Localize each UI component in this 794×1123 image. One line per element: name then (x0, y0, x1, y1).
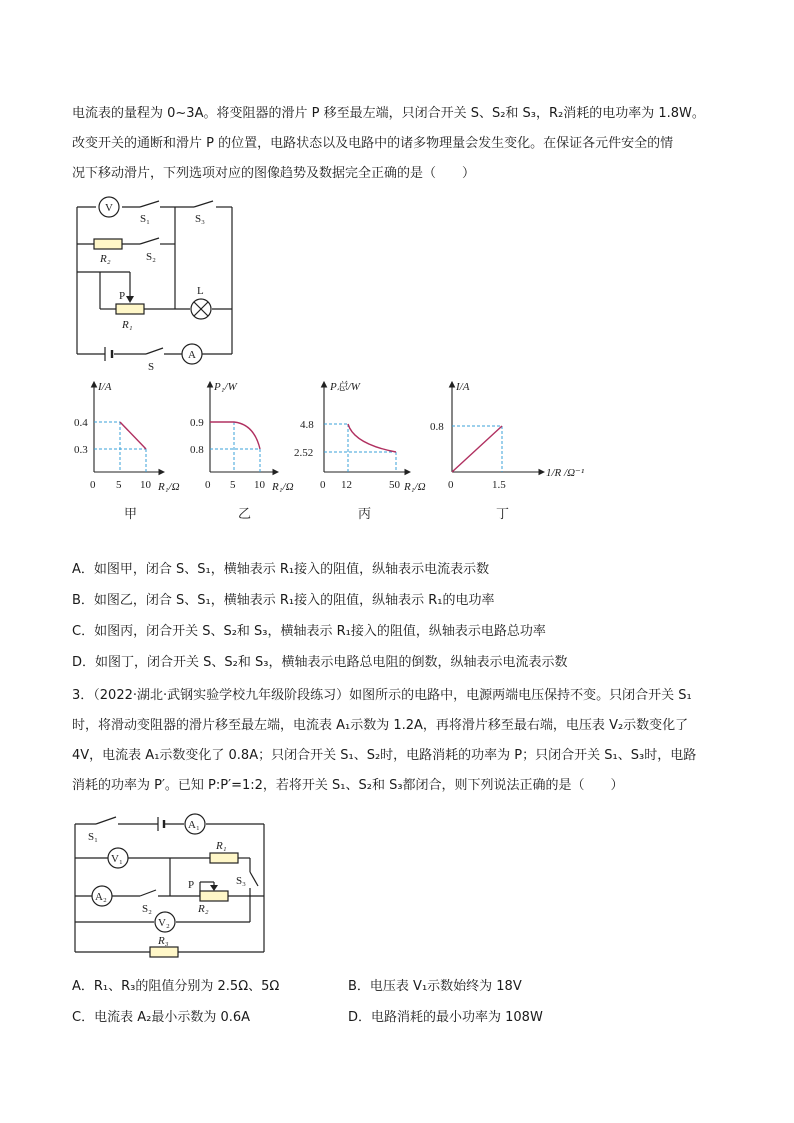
r2-label: R₂ (100, 253, 111, 265)
graph-bing-ytick-1: 4.8 (300, 419, 314, 431)
q2-stem-line-1: 电流表的量程为 0~3A。将变阻器的滑片 P 移至最左端，只闭合开关 S、S₂和 S₃，R₂消耗的电功率为 1.8W。 (72, 106, 705, 121)
graph-ding-xlabel: 1/R /Ω⁻¹ (546, 467, 585, 479)
a1-label: A₁ (188, 819, 200, 831)
graph-bing-curve (348, 424, 396, 452)
graph-ding-ytick-1: 0.8 (430, 421, 444, 433)
graph-yi-ytick-2: 0.8 (190, 444, 204, 456)
graph-bing (294, 380, 426, 521)
q2-option-d[interactable]: D．如图丁，闭合开关 S、S₂和 S₃，横轴表示电路总电阻的倒数，纵轴表示电流表示数 (72, 655, 568, 670)
q3-option-d[interactable]: D．电路消耗的最小功率为 108W (348, 1010, 543, 1025)
voltmeter-label: V (105, 202, 113, 214)
q2-option-b[interactable]: B．如图乙，闭合 S、S₁，横轴表示 R₁接入的阻值，纵轴表示 R₁的电功率 (72, 593, 495, 608)
s1-label-2: S₁ (88, 831, 98, 843)
graph-jia (74, 381, 180, 521)
graph-bing-xlabel: R₁/Ω (404, 481, 426, 493)
graph-jia-xtick-3: 10 (140, 479, 151, 491)
s2-label: S₂ (146, 251, 156, 263)
r3-label: R₃ (158, 935, 169, 947)
graph-jia-xlabel: R₁/Ω (158, 481, 180, 493)
graph-yi-ytick-1: 0.9 (190, 417, 204, 429)
v2-label: V₂ (158, 917, 170, 929)
graph-bing-name: 丙 (358, 506, 372, 521)
q3-stem-line-4: 消耗的功率为 P′。已知 P:P′=1:2，若将开关 S₁、S₂和 S₃都闭合，则下列说法正确的是（ ） (72, 778, 624, 793)
graph-yi-ylabel: P₁/W (214, 381, 237, 393)
graph-jia-xtick-1: 0 (90, 479, 96, 491)
graph-yi-name: 乙 (238, 506, 252, 521)
circuit-diagram-2 (66, 812, 276, 964)
graph-ding-name: 丁 (496, 506, 510, 521)
graph-yi (190, 381, 294, 521)
ammeter-label: A (188, 349, 196, 361)
s3-label-2: S₃ (236, 875, 246, 887)
s3-label: S₃ (195, 213, 205, 225)
lamp-label: L (197, 285, 204, 297)
graph-ding (430, 381, 584, 521)
graph-bing-xtick-1: 0 (320, 479, 326, 491)
graph-yi-curve (210, 422, 260, 449)
graph-yi-xtick-2: 5 (230, 479, 236, 491)
graph-jia-ytick-2: 0.3 (74, 444, 88, 456)
r2-label-2: R₂ (198, 903, 209, 915)
graph-yi-xtick-1: 0 (205, 479, 211, 491)
circuit-diagram-1 (60, 192, 260, 372)
graph-ding-line (452, 426, 502, 472)
q3-stem-line-3: 4V，电流表 A₁示数变化了 0.8A；只闭合开关 S₁、S₂时，电路消耗的功率为 P；只闭合开关 S₁、S₃时，电路 (72, 748, 697, 763)
r1-label-2: R₁ (216, 840, 227, 852)
r1-label: R₁ (122, 319, 133, 331)
graph-bing-xtick-3: 50 (389, 479, 400, 491)
graph-yi-xtick-3: 10 (254, 479, 265, 491)
graph-ding-xtick-2: 1.5 (492, 479, 506, 491)
graph-ding-ylabel: I/A (456, 381, 470, 393)
graph-jia-ytick-1: 0.4 (74, 417, 88, 429)
s2-label-2: S₂ (142, 903, 152, 915)
q2-stem-line-3: 况下移动滑片，下列选项对应的图像趋势及数据完全正确的是（ ） (72, 166, 476, 181)
q3-stem-line-1: 3．（2022·湖北·武钢实验学校九年级阶段练习）如图所示的电路中，电源两端电压保持不变。只闭合开关 S₁ (72, 688, 692, 703)
q2-stem-line-2: 改变开关的通断和滑片 P 的位置，电路状态以及电路中的诸多物理量会发生变化。在保证各元件安全的情 (72, 136, 674, 151)
p-label: P (119, 290, 126, 302)
graph-jia-name: 甲 (124, 506, 138, 521)
q3-stem-line-2: 时，将滑动变阻器的滑片移至最左端，电流表 A₁示数为 1.2A，再将滑片移至最右端，电压表 V₂示数变化了 (72, 718, 689, 733)
q2-option-c[interactable]: C．如图丙，闭合开关 S、S₂和 S₃，横轴表示 R₁接入的阻值，纵轴表示电路总功率 (72, 624, 546, 639)
a2-label: A₂ (95, 891, 107, 903)
graph-ding-xtick-1: 0 (448, 479, 454, 491)
q2-option-a[interactable]: A．如图甲，闭合 S、S₁，横轴表示 R₁接入的阻值，纵轴表示电流表示数 (72, 562, 490, 577)
graph-bing-ytick-2: 2.52 (294, 447, 314, 459)
s-label: S (148, 361, 155, 372)
graph-jia-line (120, 422, 146, 449)
graph-jia-ylabel: I/A (98, 381, 112, 393)
graph-jia-xtick-2: 5 (116, 479, 122, 491)
graph-bing-xtick-2: 12 (341, 479, 352, 491)
p-label-2: P (188, 879, 195, 891)
q3-option-a[interactable]: A．R₁、R₃的阻值分别为 2.5Ω、5Ω (72, 979, 280, 994)
q3-option-b[interactable]: B．电压表 V₁示数始终为 18V (348, 979, 522, 994)
q3-option-c[interactable]: C．电流表 A₂最小示数为 0.6A (72, 1010, 251, 1025)
v1-label: V₁ (111, 853, 123, 865)
s1-label: S₁ (140, 213, 150, 225)
graph-bing-ylabel: P总/W (330, 381, 360, 393)
graph-yi-xlabel: R₁/Ω (272, 481, 294, 493)
graphs-panel (68, 376, 588, 524)
